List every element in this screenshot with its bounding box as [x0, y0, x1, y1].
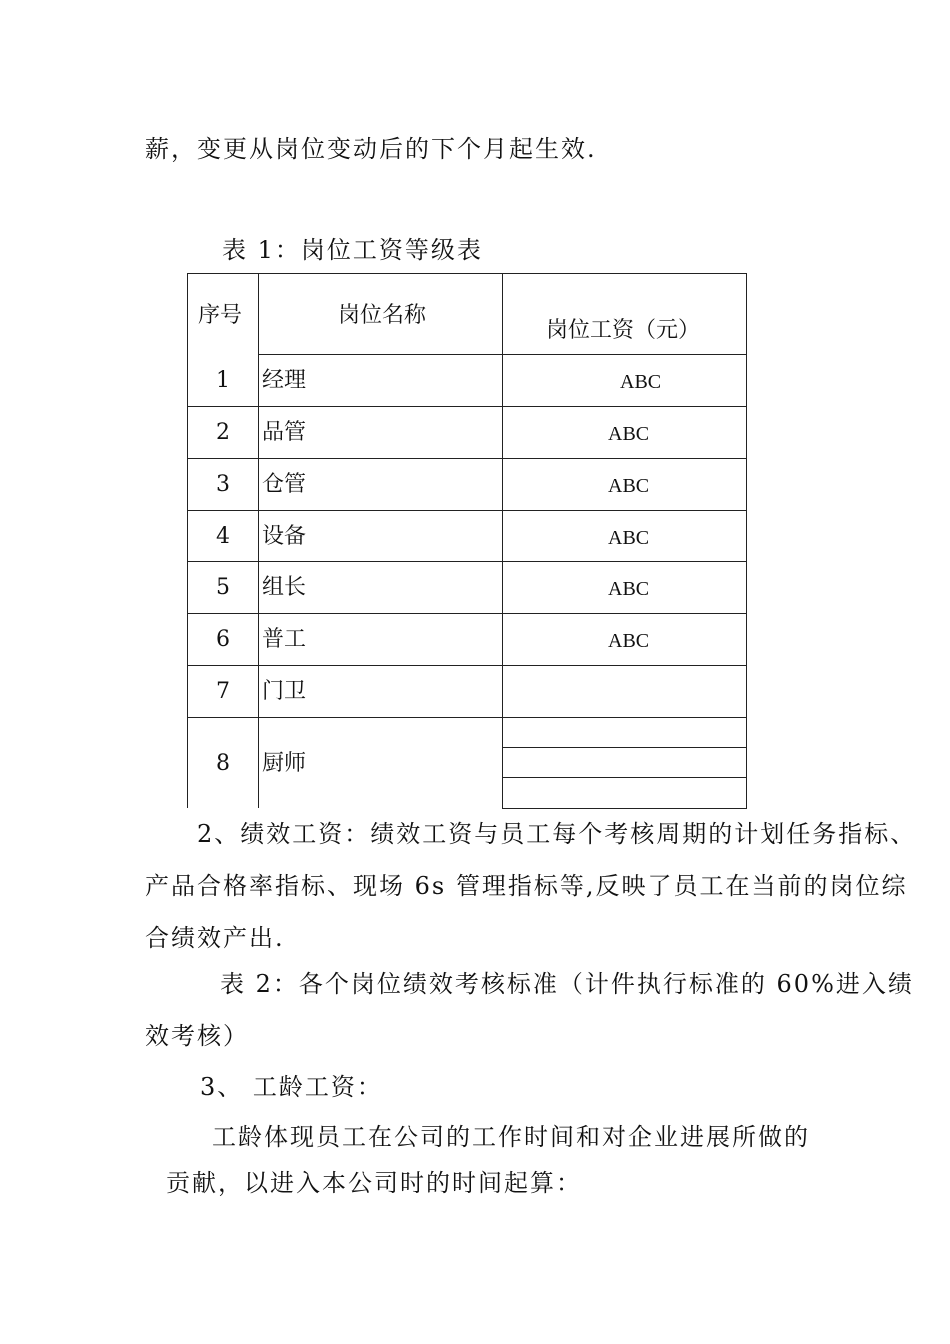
row-number: 5 — [216, 575, 230, 600]
row-number: 7 — [216, 679, 230, 704]
section2-paragraph: 2、绩效工资：绩效工资与员工每个考核周期的计划任务指标、 — [197, 820, 917, 848]
row-name: 设备 — [262, 524, 307, 549]
row-name: 组长 — [262, 575, 307, 600]
table1-caption: 表 1：岗位工资等级表 — [222, 236, 483, 264]
section3-paragraph: 工龄体现员工在公司的工作时间和对企业进展所做的 — [212, 1123, 810, 1151]
row-number: 2 — [216, 420, 230, 445]
section2-paragraph: 合绩效产出. — [145, 924, 285, 952]
row-number: 8 — [216, 751, 230, 776]
row-salary: ABC — [620, 371, 662, 393]
table2-caption: 表 2：各个岗位绩效考核标准（计件执行标准的 60%进入绩 — [220, 970, 914, 998]
row-number: 6 — [216, 627, 230, 652]
header-salary: 岗位工资（元） — [546, 318, 701, 343]
row-name: 仓管 — [262, 472, 307, 497]
row-number: 4 — [216, 524, 230, 549]
row-name: 品管 — [262, 420, 307, 445]
intro-paragraph: 薪，变更从岗位变动后的下个月起生效. — [145, 135, 597, 163]
row-salary: ABC — [608, 578, 650, 600]
row-name: 门卫 — [262, 679, 307, 704]
section3-paragraph: 贡献，以进入本公司时的时间起算： — [166, 1169, 582, 1197]
row-salary: ABC — [608, 475, 650, 497]
row-name: 经理 — [262, 368, 307, 393]
section2-paragraph: 产品合格率指标、现场 6s 管理指标等,反映了员工在当前的岗位综 — [145, 872, 908, 900]
row-salary: ABC — [608, 527, 650, 549]
table2-caption: 效考核） — [145, 1022, 249, 1050]
row-number: 3 — [216, 472, 230, 497]
row-number: 1 — [216, 368, 230, 393]
row-name: 厨师 — [262, 751, 307, 776]
row-salary: ABC — [608, 630, 650, 652]
section3-heading: 3、 工龄工资： — [200, 1073, 383, 1101]
header-number: 序号 — [198, 303, 243, 328]
row-salary: ABC — [608, 423, 650, 445]
header-name: 岗位名称 — [338, 303, 427, 328]
row-name: 普工 — [262, 627, 307, 652]
